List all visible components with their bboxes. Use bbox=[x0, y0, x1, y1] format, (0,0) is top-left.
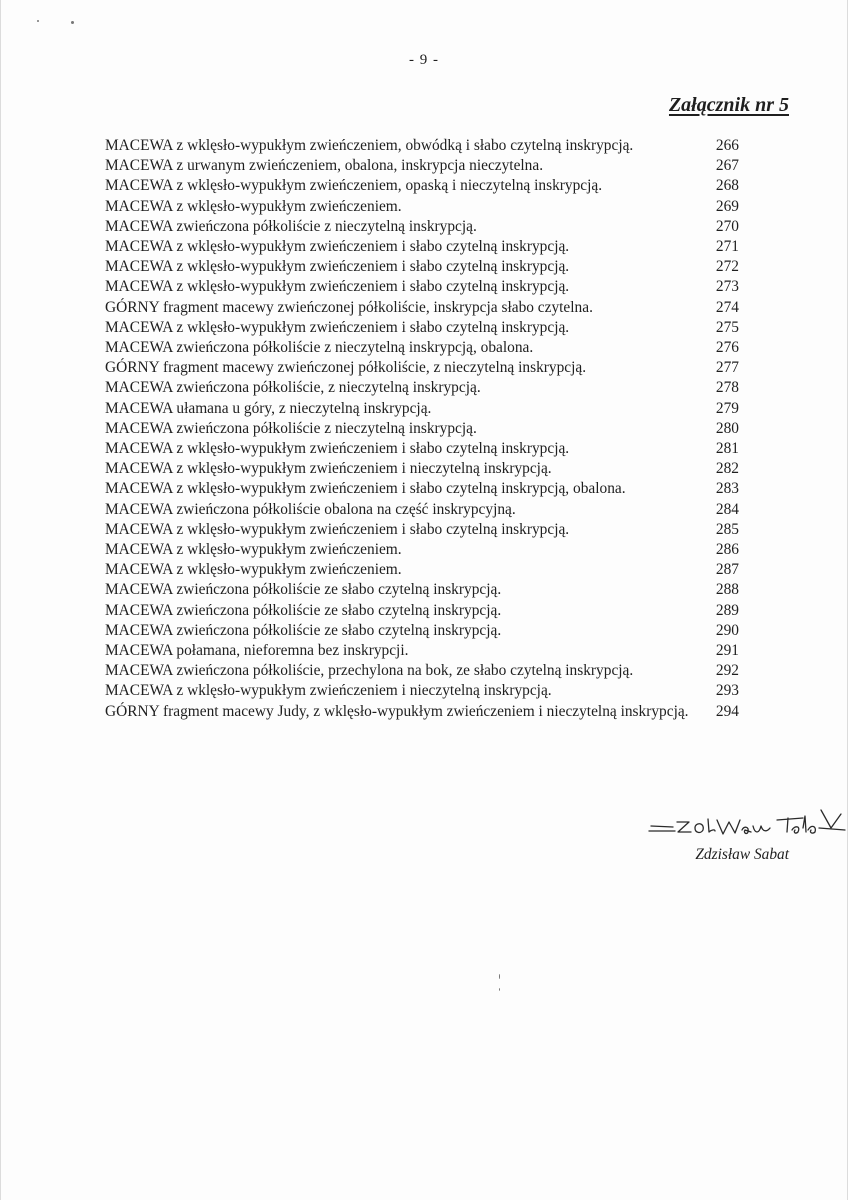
list-item bbox=[105, 338, 739, 358]
scan-speck bbox=[499, 988, 500, 991]
scan-speck bbox=[37, 20, 39, 22]
entry-description: MACEWA z wklęsło-wypukłym zwieńczeniem. bbox=[105, 541, 402, 559]
scan-speck bbox=[71, 21, 74, 24]
entry-description: MACEWA zwieńczona półkoliście z nieczytelną inskrypcją. bbox=[105, 217, 477, 235]
list-item bbox=[105, 399, 739, 419]
entry-number: 293 bbox=[715, 682, 739, 700]
list-item bbox=[105, 661, 739, 681]
entry-number: 278 bbox=[715, 379, 739, 397]
list-item bbox=[105, 378, 739, 398]
entry-description: MACEWA z wklęsło-wypukłym zwieńczeniem, opaską i nieczytelną inskrypcją. bbox=[105, 177, 603, 195]
list-item bbox=[105, 479, 739, 499]
entry-description: MACEWA z wklęsło-wypukłym zwieńczeniem i słabo czytelną inskrypcją. bbox=[105, 278, 570, 296]
list-item bbox=[105, 358, 739, 378]
entry-description: MACEWA połamana, nieforemna bez inskrypcji. bbox=[105, 642, 409, 660]
list-item bbox=[105, 318, 739, 338]
entry-number: 282 bbox=[715, 460, 739, 478]
entry-number: 269 bbox=[715, 197, 739, 215]
entry-description: MACEWA z wklęsło-wypukłym zwieńczeniem i słabo czytelną inskrypcją. bbox=[105, 318, 570, 336]
entry-description: GÓRNY fragment macewy zwieńczonej półkoliście, inskrypcja słabo czytelna. bbox=[105, 298, 593, 316]
entry-description: MACEWA z wklęsło-wypukłym zwieńczeniem i słabo czytelną inskrypcją. bbox=[105, 258, 570, 276]
list-item bbox=[105, 621, 739, 641]
list-item bbox=[105, 237, 739, 257]
entry-list bbox=[105, 136, 739, 722]
list-item bbox=[105, 459, 739, 479]
entry-number: 270 bbox=[715, 217, 739, 235]
entry-description: MACEWA zwieńczona półkoliście, z nieczytelną inskrypcją. bbox=[105, 379, 481, 397]
entry-description: GÓRNY fragment macewy Judy, z wklęsło-wypukłym zwieńczeniem i nieczytelną inskrypcją. bbox=[105, 702, 689, 720]
scan-speck bbox=[499, 974, 500, 979]
list-item bbox=[105, 580, 739, 600]
list-item bbox=[105, 702, 739, 722]
entry-number: 287 bbox=[715, 561, 739, 579]
entry-description: MACEWA z wklęsło-wypukłym zwieńczeniem i słabo czytelną inskrypcją. bbox=[105, 440, 570, 458]
signatory-name: Zdzisław Sabat bbox=[695, 846, 789, 863]
entry-description: MACEWA zwieńczona półkoliście, przechylona na bok, ze słabo czytelną inskrypcją. bbox=[105, 662, 634, 680]
list-item bbox=[105, 257, 739, 277]
list-item bbox=[105, 439, 739, 459]
entry-number: 277 bbox=[715, 359, 739, 377]
entry-description: MACEWA ułamana u góry, z nieczytelną inskrypcją. bbox=[105, 399, 432, 417]
entry-number: 268 bbox=[715, 177, 739, 195]
list-item bbox=[105, 540, 739, 560]
entry-description: MACEWA z wklęsło-wypukłym zwieńczeniem, obwódką i słabo czytelną inskrypcją. bbox=[105, 137, 634, 154]
entry-number: 290 bbox=[715, 621, 739, 639]
entry-description: MACEWA z wklęsło-wypukłym zwieńczeniem. bbox=[105, 197, 402, 215]
list-item bbox=[105, 217, 739, 237]
entry-description: MACEWA zwieńczona półkoliście ze słabo czytelną inskrypcją. bbox=[105, 621, 502, 639]
list-item bbox=[105, 601, 739, 621]
list-item bbox=[105, 641, 739, 661]
entry-number: 276 bbox=[715, 339, 739, 357]
entry-number: 281 bbox=[715, 440, 739, 458]
page-number: - 9 - bbox=[409, 52, 439, 68]
list-item bbox=[105, 520, 739, 540]
entry-description: MACEWA z wklęsło-wypukłym zwieńczeniem. bbox=[105, 561, 402, 579]
entry-description: MACEWA z wklęsło-wypukłym zwieńczeniem i słabo czytelną inskrypcją. bbox=[105, 238, 570, 256]
entry-number: 267 bbox=[715, 157, 739, 175]
list-item bbox=[105, 136, 739, 156]
list-item bbox=[105, 500, 739, 520]
entry-number: 286 bbox=[715, 541, 739, 559]
entry-description: MACEWA z wklęsło-wypukłym zwieńczeniem i słabo czytelną inskrypcją. bbox=[105, 520, 570, 538]
entry-number: 283 bbox=[715, 480, 739, 498]
entry-description: MACEWA z wklęsło-wypukłym zwieńczeniem i nieczytelną inskrypcją. bbox=[105, 682, 552, 700]
list-item bbox=[105, 176, 739, 196]
entry-description: MACEWA zwieńczona półkoliście z nieczytelną inskrypcją. bbox=[105, 419, 477, 437]
entry-description: MACEWA zwieńczona półkoliście ze słabo czytelną inskrypcją. bbox=[105, 581, 502, 599]
list-item bbox=[105, 197, 739, 217]
entry-number: 291 bbox=[715, 642, 739, 660]
entry-number: 289 bbox=[715, 601, 739, 619]
entry-description: GÓRNY fragment macewy zwieńczonej półkoliście, z nieczytelną inskrypcją. bbox=[105, 359, 587, 377]
list-item bbox=[105, 560, 739, 580]
handwritten-signature bbox=[645, 806, 848, 846]
entry-number: 285 bbox=[715, 520, 739, 538]
entry-number: 284 bbox=[715, 500, 739, 518]
attachment-title: Załącznik nr 5 bbox=[668, 94, 789, 116]
list-item bbox=[105, 156, 739, 176]
entry-number: 275 bbox=[715, 318, 739, 336]
list-item bbox=[105, 298, 739, 318]
entry-number: 274 bbox=[715, 298, 739, 316]
entry-number: 273 bbox=[715, 278, 739, 296]
entry-description: MACEWA z urwanym zwieńczeniem, obalona, inskrypcja nieczytelna. bbox=[105, 157, 544, 175]
entry-description: MACEWA z wklęsło-wypukłym zwieńczeniem i słabo czytelną inskrypcją, obalona. bbox=[105, 480, 626, 498]
entry-number: 279 bbox=[715, 399, 739, 417]
entry-number: 294 bbox=[715, 702, 739, 720]
entry-description: MACEWA zwieńczona półkoliście ze słabo czytelną inskrypcją. bbox=[105, 601, 502, 619]
entry-number: 266 bbox=[715, 137, 739, 154]
entry-number: 272 bbox=[715, 258, 739, 276]
entry-description: MACEWA z wklęsło-wypukłym zwieńczeniem i nieczytelną inskrypcją. bbox=[105, 460, 552, 478]
entry-number: 271 bbox=[715, 238, 739, 256]
entry-description: MACEWA zwieńczona półkoliście obalona na część inskrypcyjną. bbox=[105, 500, 516, 518]
list-item bbox=[105, 419, 739, 439]
entry-number: 292 bbox=[715, 662, 739, 680]
list-item bbox=[105, 277, 739, 297]
list-item bbox=[105, 681, 739, 701]
entry-number: 288 bbox=[715, 581, 739, 599]
entry-number: 280 bbox=[715, 419, 739, 437]
entry-description: MACEWA zwieńczona półkoliście z nieczytelną inskrypcją, obalona. bbox=[105, 339, 534, 357]
